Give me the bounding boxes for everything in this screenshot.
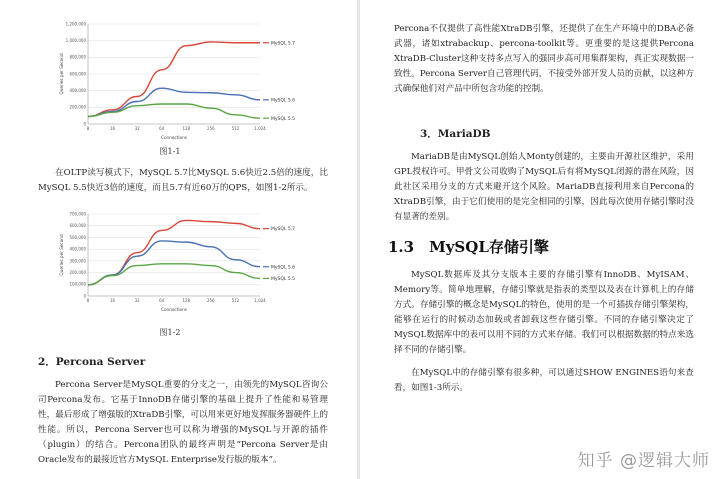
x-tick-label: 16: [110, 298, 116, 303]
section-title-percona: 2．Percona Server: [38, 356, 146, 368]
section-title-mariadb: 3．MariaDB: [420, 128, 491, 140]
y-axis-title: Queries per Second: [59, 53, 64, 95]
y-tick-label: 200,000: [69, 104, 86, 110]
y-tick-label: 1,000,000: [65, 38, 86, 44]
x-tick-label: 32: [134, 298, 140, 303]
chart-qps-readwrite: [58, 208, 298, 312]
x-tick-label: 256: [207, 126, 215, 131]
paragraph-percona: Percona Server是MySQL重要的分支之一，由领先的MySQL咨询公司Percona发布。它基于InnoDB存储引擎的基础上提升了性能和易管理性，最后形成了增强版的XtraDB引擎，可以用来更好地发挥服务器硬件上的性能。所以，Percona Server也可以称为增强的MySQL与开源的插件（plugin）的结合。Percona团队的最终声明是“Percona Server是由Oracle发布的最接近官方MySQL Enterprise发行版的版本”。: [38, 380, 328, 465]
paragraph-percona-continued: Percona不仅提供了高性能XtraDB引擎，还提供了在生产环境中的DBA必备武器，诸如xtrabackup、percona-toolkit等。更重要的是这提供Percona XtraDB-Cluster这种支持多点写入的强同步高可用集群架构，真正实现数据一致性。Percona Server自己管理代码，不接受外部开发人员的贡献，以这种方式确保他们对产品中所包含功能的控制。: [394, 24, 694, 94]
y-tick-label: 600,000: [69, 71, 86, 77]
y-tick-label: 800,000: [69, 54, 86, 60]
x-tick-label: 256: [207, 298, 215, 303]
y-tick-label: 100,000: [69, 281, 86, 287]
figure-caption-1-2: 图1-2: [159, 328, 181, 337]
y-tick-label: 400,000: [69, 88, 86, 94]
x-tick-label: 16: [110, 126, 116, 131]
y-tick-label: 1,200,000: [65, 21, 86, 27]
paragraph-show-engines: 在MySQL中的存储引擎有很多种，可以通过SHOW ENGINES语句来查看，如图1-3所示。: [394, 368, 694, 393]
section-title-storage-engines: 1.3 MySQL存储引擎: [388, 238, 549, 256]
chart-qps-readonly: [58, 18, 298, 140]
right-page: [360, 0, 720, 479]
x-tick-label: 1,024: [254, 126, 266, 131]
x-tick-label: 128: [182, 298, 191, 303]
legend-label: MySQL 5.6: [271, 265, 296, 271]
x-tick-label: 512: [231, 126, 240, 131]
paragraph-mariadb: MariaDB是由MySQL创始人Monty创建的，主要由开源社区维护，采用GPL授权许可。甲骨文公司收购了MySQL后有将MySQL闭源的潜在风险，因此社区采用分支的方式来避开这个风险。MariaDB直接利用来自Percona的XtraDB引擎，由于它们使用的是完全相同的引擎，因此每次使用存储引擎时没有显著的差别。: [394, 152, 694, 222]
x-tick-label: 128: [182, 126, 191, 131]
x-tick-label: 64: [159, 298, 165, 303]
x-tick-label: 8: [86, 126, 90, 131]
y-tick-label: 300,000: [69, 258, 86, 264]
legend-label: MySQL 5.7: [271, 41, 296, 47]
chart-svg: [58, 18, 298, 140]
series-line-mysql-5.7: [88, 42, 260, 117]
left-page: [0, 0, 358, 479]
y-axis-title: Queries per Second: [59, 234, 64, 276]
y-tick-label: 400,000: [69, 246, 86, 252]
x-tick-label: 512: [231, 298, 240, 303]
figure-caption-1-1: 图1-1: [159, 147, 181, 156]
legend-label: MySQL 5.6: [271, 98, 296, 104]
y-tick-label: 0: [83, 121, 86, 127]
paragraph-oltp: 在OLTP读写模式下，MySQL 5.7比MySQL 5.6快近2.5倍的速度，比MySQL 5.5快近3倍的速度，而且5.7有近60万的QPS，如图1-2所示。: [38, 168, 328, 193]
chart-svg: [58, 208, 298, 312]
y-tick-label: 700,000: [69, 211, 86, 217]
zhihu-watermark: 知乎 @逻辑大师: [577, 451, 710, 471]
legend-label: MySQL 5.5: [271, 116, 296, 122]
legend-label: MySQL 5.7: [271, 227, 296, 233]
x-tick-label: 32: [134, 126, 140, 131]
series-line-mysql-5.6: [88, 241, 260, 285]
y-tick-label: 500,000: [69, 234, 86, 240]
x-tick-label: 8: [86, 298, 90, 303]
legend-label: MySQL 5.5: [271, 277, 296, 283]
x-tick-label: 1,024: [254, 298, 266, 303]
y-tick-label: 0: [83, 293, 86, 299]
x-axis-title: Connections: [161, 135, 187, 140]
y-tick-label: 200,000: [69, 269, 86, 275]
paragraph-storage-engines: MySQL数据库及其分支版本主要的存储引擎有InnoDB、MyISAM、Memory等。简单地理解，存储引擎就是指表的类型以及表在计算机上的存储方式。存储引擎的概念是MySQL的特色，使用的是一个可插拔存储引擎架构，能够在运行的时候动态加载或者卸载这些存储引擎。不同的存储引擎决定了MySQL数据库中的表可以用不同的方式来存储。我们可以根据数据的特点来选择不同的存储引擎。: [394, 270, 694, 355]
x-tick-label: 64: [159, 126, 165, 131]
y-tick-label: 600,000: [69, 223, 86, 229]
x-axis-title: Connections: [161, 307, 187, 312]
